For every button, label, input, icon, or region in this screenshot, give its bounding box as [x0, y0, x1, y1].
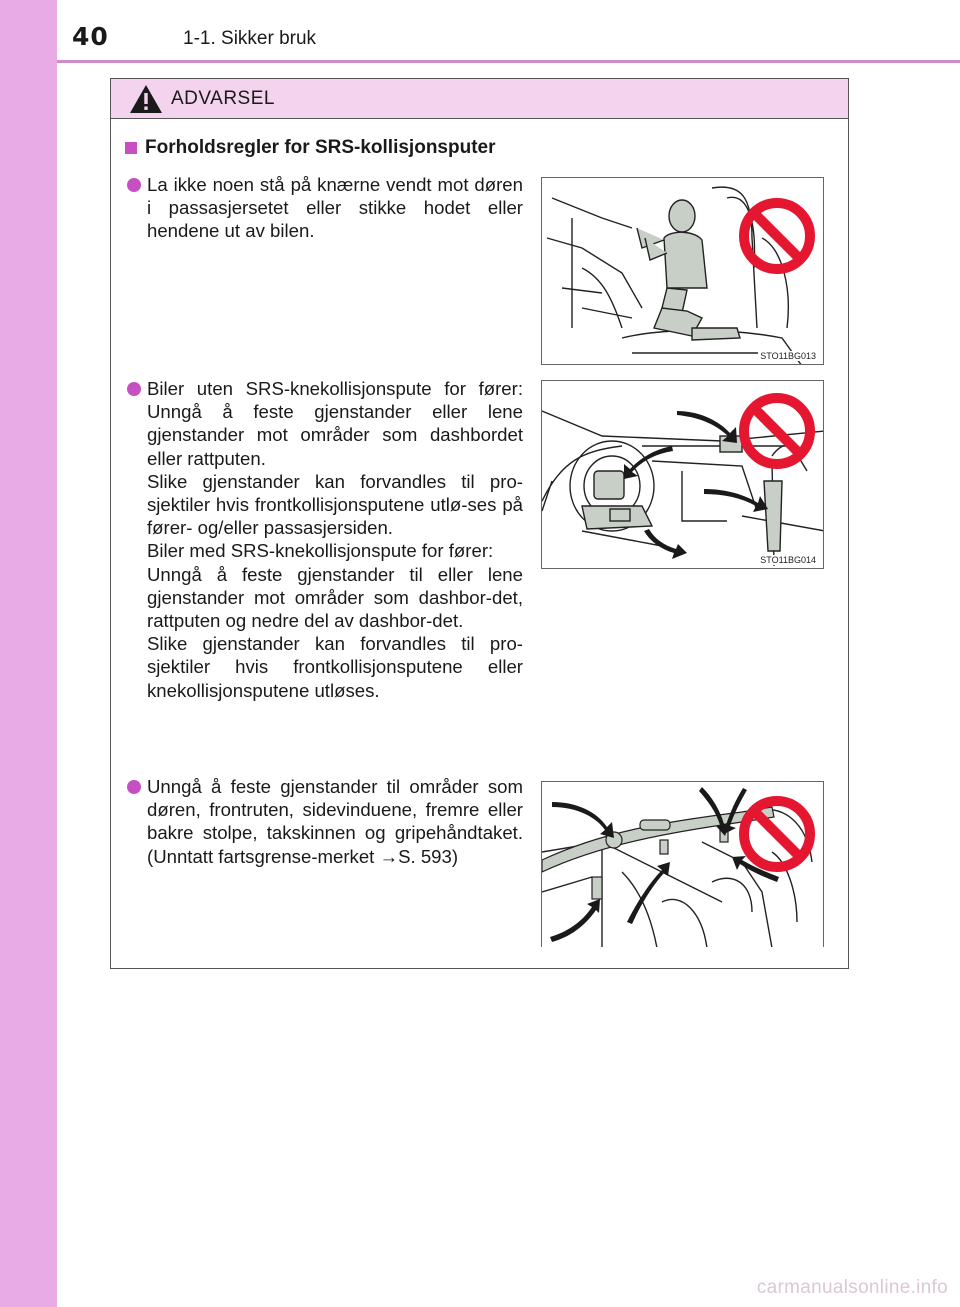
warning-header — [111, 79, 848, 119]
prohibition-icon — [737, 196, 817, 276]
image-code: STO11BG013 — [760, 351, 816, 361]
warning-label: ADVARSEL — [171, 88, 275, 109]
warning-heading — [125, 137, 496, 159]
illustration-cabin-interior — [541, 781, 824, 947]
illustration-kneeling-passenger — [541, 177, 824, 365]
round-bullet-icon — [127, 780, 141, 794]
section-title: 1-1. Sikker bruk — [183, 28, 317, 49]
warning-item-3 — [127, 775, 523, 868]
warning-heading-text: Forholdsregler for SRS-kollisjonsputer — [145, 137, 496, 158]
warning-triangle-icon — [129, 84, 163, 114]
item-paragraph: Slike gjenstander kan forvandles til pro-sjektiler hvis frontkollisjonsputene eller knekollisjonsputene utløses. — [147, 633, 523, 701]
item-paragraph: Slike gjenstander kan forvandles til pro-sjektiler hvis frontkollisjonsputene utlø-ses på fører- og/eller passasjersiden. — [147, 470, 523, 539]
page-number: 40 — [72, 22, 109, 51]
item-paragraph: Biler uten SRS-knekollisjonspute for fører: Unngå å feste gjenstander eller lene gjenstander mot områder som dashbordet eller rattputen. — [147, 378, 523, 469]
image-code: STO11BG014 — [760, 555, 816, 565]
side-strip — [0, 0, 57, 1307]
round-bullet-icon — [127, 178, 141, 192]
warning-box — [110, 78, 849, 969]
watermark: carmanualsonline.info — [756, 1277, 948, 1298]
warning-item-1 — [127, 173, 523, 243]
item-paragraph: La ikke noen stå på knærne vendt mot døren i passasjersetet eller stikke hodet eller hendene ut av bilen. — [147, 174, 523, 242]
round-bullet-icon — [127, 382, 141, 396]
header-rule — [57, 60, 960, 63]
item-paragraph: Unngå å feste gjenstander til områder som døren, frontruten, sidevinduene, fremre eller bakre stolpe, takskinnen og gripehåndtaket. (Unntatt fartsgrense-merket →S. 593) — [147, 776, 523, 867]
warning-item-2 — [127, 377, 523, 702]
item-paragraph: Biler med SRS-knekollisjonspute for fører: — [147, 540, 494, 562]
square-bullet-icon — [125, 142, 137, 154]
prohibition-icon — [737, 794, 817, 874]
item-paragraph: Unngå å feste gjenstander til eller lene gjenstander mot områder som dashbor-det, rattputen og nedre del av dashbor-det. — [147, 563, 523, 632]
prohibition-icon — [737, 391, 817, 471]
illustration-dashboard — [541, 380, 824, 569]
